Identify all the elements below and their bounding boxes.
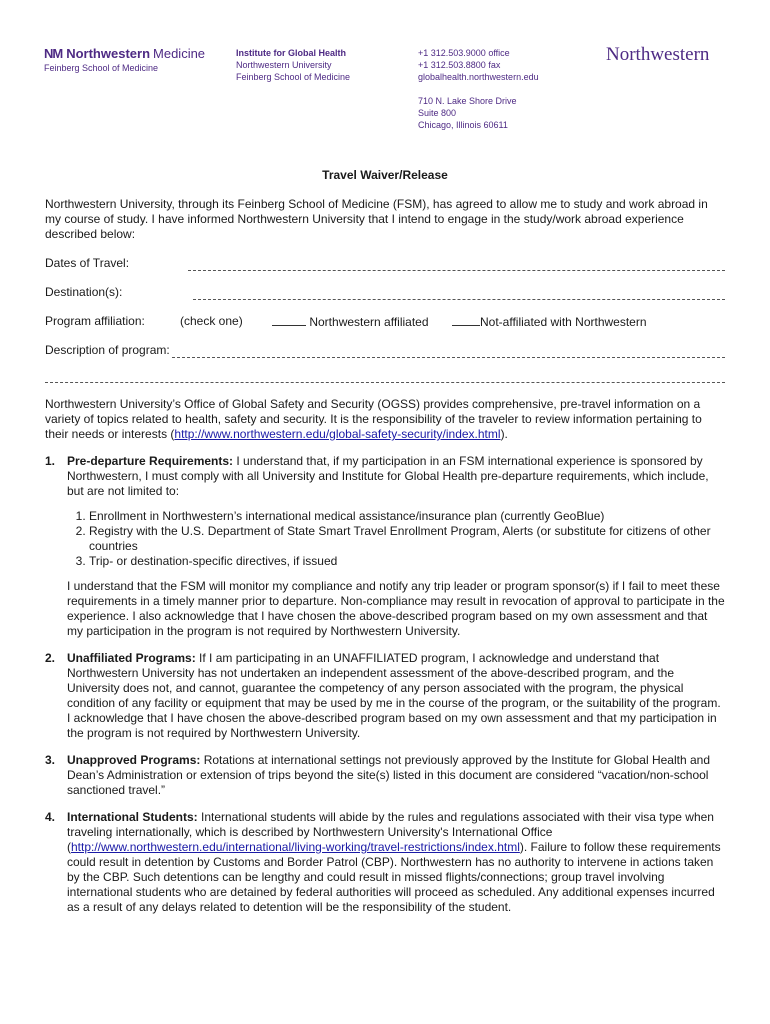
requirements-list bbox=[67, 509, 725, 569]
list-item: 3. Trip- or destination-specific directives, if issued bbox=[89, 554, 725, 569]
website-text: globalhealth.northwestern.edu bbox=[418, 72, 539, 82]
section-4-title: International Students: bbox=[67, 810, 198, 824]
list-item: 1. Enrollment in Northwestern’s international medical assistance/insurance plan (currently GeoBlue) bbox=[89, 509, 725, 524]
program-label: Program affiliation: bbox=[45, 314, 145, 328]
section-4-number: 4. bbox=[45, 810, 56, 824]
institute-block bbox=[236, 47, 350, 83]
section-3-text: Rotations at international settings not previously approved by the Institute for Global Health and Dean’s Administration or extension of trips beyond the site(s) listed in this document are considered “vacation/non-school sanctioned travel.” bbox=[67, 753, 710, 797]
option-not-affiliated bbox=[452, 314, 647, 329]
section-2 bbox=[45, 651, 725, 741]
section-3-number: 3. bbox=[45, 753, 56, 767]
northwestern-wordmark: Northwestern bbox=[606, 44, 710, 65]
check-one-label: (check one) bbox=[180, 314, 243, 328]
section-1-paragraph: I understand that the FSM will monitor my compliance and notify any trip leader or program sponsor(s) if I fail to meet these requirements in a timely manner prior to departure. Non-compliance may result in revocation of approval to participate in the experience. I also acknowledge that I have chosen the above-described program based on my own assessment and that my participation in the program is not required by Northwestern University. bbox=[67, 579, 725, 638]
letterhead bbox=[0, 0, 770, 140]
section-4-text-2: ). Failure to follow these requirements could result in detention by Customs and Border Patrol (CBP). Northwestern has no authority to intervene in actions taken by the CBP. Such detentions can be lengthy and could result in missed flights/connections; group travel involving international students who are detained by federal authorities will proceed as scheduled. Any additional expenses incurred as a result of any delays related to detention will be the responsibility of the student. bbox=[67, 840, 721, 914]
northwestern-medicine-logo bbox=[44, 47, 205, 73]
section-4 bbox=[45, 810, 725, 915]
section-2-title: Unaffiliated Programs: bbox=[67, 651, 196, 665]
affiliated-label: Northwestern affiliated bbox=[309, 315, 429, 329]
description-field-line-2[interactable] bbox=[45, 372, 725, 383]
affiliated-checkbox[interactable] bbox=[272, 314, 306, 326]
phone-office: +1 312.503.9000 office bbox=[418, 48, 510, 58]
address-line-2: Suite 800 bbox=[418, 108, 457, 118]
description-row bbox=[45, 343, 725, 358]
section-1 bbox=[45, 454, 725, 639]
not-affiliated-checkbox[interactable] bbox=[452, 314, 480, 326]
institute-school: Feinberg School of Medicine bbox=[236, 72, 351, 82]
phone-fax: +1 312.503.8800 fax bbox=[418, 60, 501, 70]
destination-row bbox=[45, 285, 725, 300]
destination-label: Destination(s): bbox=[45, 285, 123, 299]
dates-field[interactable] bbox=[188, 260, 725, 271]
section-3-body bbox=[67, 753, 725, 798]
institute-university: Northwestern University bbox=[236, 60, 332, 70]
list-item: 2. Registry with the U.S. Department of State Smart Travel Enrollment Program, Alerts (or substitute for citizens of other countries bbox=[89, 524, 725, 554]
international-office-link[interactable]: http://www.northwestern.edu/international/living-working/travel-restrictions/index.html bbox=[71, 840, 520, 854]
program-affiliation-row bbox=[45, 314, 725, 329]
section-4-body bbox=[67, 810, 725, 915]
ogss-end: ). bbox=[500, 427, 508, 441]
address-block bbox=[418, 95, 517, 131]
section-1-text: I understand that, if my participation in an FSM international experience is sponsored by Northwestern, I must comply with all University and Institute for Global Health pre-departure requirements, which include, but are not limited to: bbox=[67, 454, 709, 498]
not-affiliated-label: Not-affiliated with Northwestern bbox=[480, 315, 647, 329]
address-line-3: Chicago, Illinois 60611 bbox=[418, 120, 508, 130]
section-2-number: 2. bbox=[45, 651, 56, 665]
destination-field[interactable] bbox=[193, 289, 725, 300]
contact-block bbox=[418, 47, 539, 83]
nm-logo-bold: Northwestern bbox=[66, 46, 151, 61]
section-2-text: If I am participating in an UNAFFILIATED program, I acknowledge and understand that Northwestern University has not undertaken an independent assessment of the above-described program, and the University does not, and cannot, guarantee the competency of any person associated with the program, the physical condition of any facility or equipment that may be used by me in the course of the program, or the suitability of the program. I acknowledge that I have chosen the above-described program based on my own assessment and that my participation in the program is not required by Northwestern University. bbox=[67, 651, 721, 740]
nm-logo-subtitle: Feinberg School of Medicine bbox=[44, 63, 159, 73]
institute-name: Institute for Global Health bbox=[236, 48, 347, 58]
address-line-1: 710 N. Lake Shore Drive bbox=[418, 96, 517, 106]
section-1-number: 1. bbox=[45, 454, 56, 468]
section-1-title: Pre-departure Requirements: bbox=[67, 454, 234, 468]
section-2-body bbox=[67, 651, 725, 741]
document-body bbox=[45, 168, 725, 927]
section-1-intro bbox=[67, 454, 725, 499]
ogss-paragraph bbox=[45, 397, 725, 442]
nm-logo-mark: NM bbox=[44, 46, 63, 61]
description-field[interactable] bbox=[172, 347, 725, 358]
nm-logo-regular: Medicine bbox=[153, 46, 206, 61]
description-label: Description of program: bbox=[45, 343, 170, 357]
option-affiliated bbox=[272, 314, 452, 329]
dates-label: Dates of Travel: bbox=[45, 256, 130, 270]
ogss-text: Northwestern University’s Office of Global Safety and Security (OGSS) provides comprehensive, pre-travel information on a variety of topics related to health, safety and security. It is the responsibility of the traveler to review information pertaining to their needs or interests ( bbox=[45, 397, 702, 441]
intro-paragraph: Northwestern University, through its Feinberg School of Medicine (FSM), has agreed to allow me to study and work abroad in my course of study. I have informed Northwestern University that I intend to engage in the study/work abroad experience described below: bbox=[45, 197, 708, 241]
dates-row bbox=[45, 256, 725, 271]
section-3-title: Unapproved Programs: bbox=[67, 753, 201, 767]
document-title: Travel Waiver/Release bbox=[322, 168, 448, 182]
section-4-text: International students will abide by the rules and regulations associated with their visa type when traveling internationally, which is described by Northwestern University's International Office ( bbox=[67, 810, 714, 854]
section-3 bbox=[45, 753, 725, 798]
ogss-link[interactable]: http://www.northwestern.edu/global-safety-security/index.html bbox=[174, 427, 501, 441]
